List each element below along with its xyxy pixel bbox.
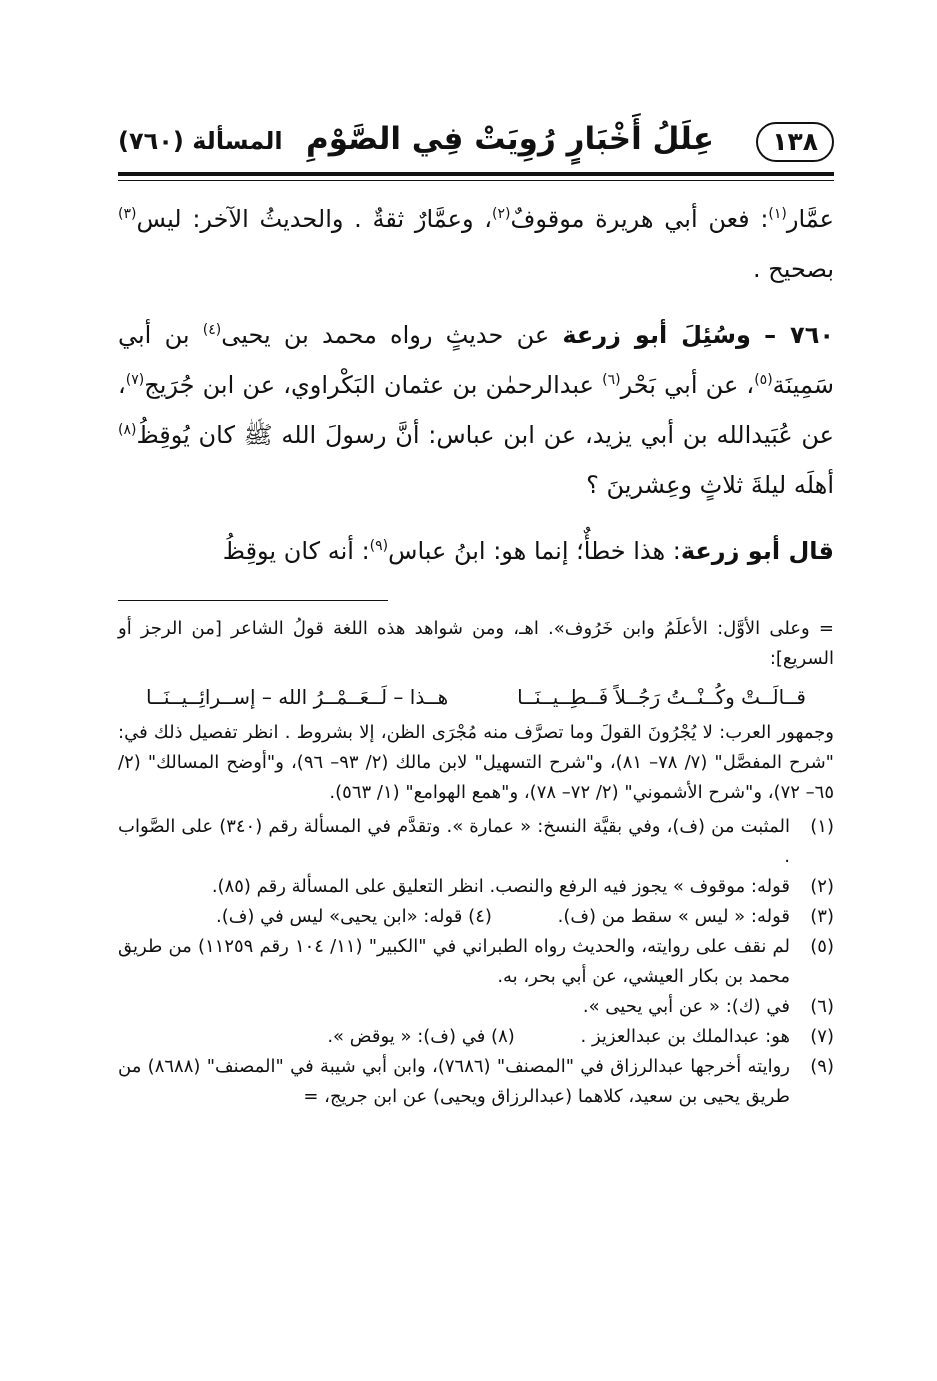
footnote-ref-7: (٧) xyxy=(125,372,145,388)
footnote-marker: (٦) xyxy=(810,996,834,1017)
footnote-marker: (٧) xyxy=(810,1026,834,1047)
question-text-b: بن أبي سَمِينَة xyxy=(118,321,834,399)
intro-text-a: عمَّار xyxy=(786,205,834,233)
question-number: ٧٦٠ – xyxy=(764,321,834,349)
book-title: عِلَلُ أَخْبَارٍ رُوِيَتْ فِي الصَّوْمِ xyxy=(306,121,714,157)
answer-text-b: : أنه كان يوقِظُ xyxy=(222,537,370,565)
footnote-5 xyxy=(118,932,834,992)
verse-hemistich-left: هــذا – لَــعَــمْــرُ الله – إســرائِــيــنَــا xyxy=(146,685,449,709)
page-number: ١٣٨ xyxy=(756,122,834,162)
footnote-marker: (٣) xyxy=(810,906,834,927)
footnote-7-8 xyxy=(118,1022,834,1052)
footnote-text: في (ك): « عن أبي يحيى ». xyxy=(582,996,790,1017)
verse-hemistich-right: قــالَــتْ وكُــنْــتُ رَجُــلاً فَــطِــيــنَــا xyxy=(517,685,806,709)
intro-text-b: : فعن أبي هريرة موقوفٌ xyxy=(510,205,769,233)
poetry-verse xyxy=(118,682,834,712)
footnote-ref-2: (٢) xyxy=(492,206,511,222)
footnote-marker: (٩) xyxy=(810,1056,834,1077)
footnote-marker: (٥) xyxy=(810,936,834,957)
footnote-6 xyxy=(118,992,834,1022)
footnote-4-text: قوله: «ابن يحيى» ليس في (ف). xyxy=(216,906,463,927)
question-text-d: عبدالرحمٰن بن عثمان البَكْراوي، عن ابن جُرَيج xyxy=(144,371,603,399)
footnote-marker: (٢) xyxy=(810,876,834,897)
footnote-ref-5: (٥) xyxy=(754,372,773,388)
footnote-ref-3: (٣) xyxy=(118,206,137,222)
answer-lead: قال أبو زرعة xyxy=(680,537,834,565)
footnote-3-4 xyxy=(118,902,834,932)
footnote-3-text: قوله: « ليس » سقط من (ف). xyxy=(557,906,790,927)
footnote-separator xyxy=(118,600,388,601)
footnote-marker: (٤) xyxy=(468,906,492,927)
header-rule-thick xyxy=(118,172,834,176)
footnote-text: المثبت من (ف)، وفي بقيَّة النسخ: « عمارة ». وتقدَّم في المسألة رقم (٣٤٠) على الصَّواب . xyxy=(118,816,790,867)
answer-paragraph xyxy=(118,526,834,576)
footnote-list xyxy=(118,812,834,1112)
footnote-4 xyxy=(216,902,492,932)
footnote-ref-4: (٤) xyxy=(202,322,222,338)
main-text xyxy=(118,194,834,576)
question-lead: وسُئِلَ أبو زرعة xyxy=(562,321,751,349)
footnote-text: لم نقف على روايته، والحديث رواه الطبراني في "الكبير" (١١/ ١٠٤ رقم ١١٢٥٩) من طريق محمد بن بكار العيشي، عن أبي بحر، به. xyxy=(118,936,790,987)
footnote-1 xyxy=(118,812,834,872)
question-text-e: ، عن عُبَيدالله بن أبي يزيد، عن ابن عباس: أنَّ رسولَ الله ﷺ كان يُوقِظُ xyxy=(118,371,834,449)
footnote-continuation-2: وجمهور العرب: لا يُجْرُونَ القولَ وما تصرَّف منه مُجْرَى الظن، إلا بشروط . انظر تفصيل ذلك في: "شرح المفصَّل" (٧/ ٧٨– ٨١)، و"شرح التسهيل" لابن مالك (٢/ ٩٣– ٩٦)، و"أوضح المسالك" (٢/ ٦٥– ٧٢)، و"شرح الأشموني" (٢/ ٧٢– ٧٨)، و"همع الهوامع" (١/ ٥٦٣). xyxy=(118,722,834,803)
footnote-continuation: = وعلى الأوَّل: الأعلَمُ وابن خَرُوف». اهـ، ومن شواهد هذه اللغة قولُ الشاعر [من الرجز أو السريع]: xyxy=(118,618,834,669)
question-paragraph xyxy=(118,310,834,510)
intro-text-d: بصحيح . xyxy=(753,255,834,283)
question-text-f: أهلَه ليلةَ ثلاثٍ وعِشرينَ ؟ xyxy=(586,471,834,499)
intro-paragraph xyxy=(118,194,834,294)
footnote-marker: (٨) xyxy=(491,1026,515,1047)
answer-text-a: : هذا خطأٌ؛ إنما هو: ابنُ عباس xyxy=(388,537,681,565)
footnote-text xyxy=(118,902,790,932)
footnote-7-text: هو: عبدالملك بن عبدالعزيز . xyxy=(580,1026,790,1047)
footnote-ref-9: (٩) xyxy=(369,538,389,554)
footnote-text: قوله: موقوف » يجوز فيه الرفع والنصب. انظر التعليق على المسألة رقم (٨٥). xyxy=(211,876,790,897)
footnote-text: روايته أخرجها عبدالرزاق في "المصنف" (٧٦٨٦)، وابن أبي شيبة في "المصنف" (٨٦٨٨) من طريق يحيى بن سعيد، كلاهما (عبدالرزاق ويحيى) عن ابن جريج، = xyxy=(118,1056,790,1107)
question-text-a: عن حديثٍ رواه محمد بن يحيى xyxy=(221,321,563,349)
question-text-c: ، عن أبي بَحْر xyxy=(620,371,755,399)
intro-text-c: ، وعمَّارٌ ثقةٌ . والحديثُ الآخر: ليس xyxy=(136,205,492,233)
footnote-8 xyxy=(327,1022,514,1052)
issue-label: المسألة (٧٦٠) xyxy=(118,127,283,155)
header-rule-thin xyxy=(118,180,834,181)
footnote-text xyxy=(118,1022,790,1052)
footnotes xyxy=(118,614,834,1112)
footnote-8-text: في (ف): « يوقض ». xyxy=(327,1026,486,1047)
footnote-ref-8: (٨) xyxy=(118,422,137,438)
footnote-marker: (١) xyxy=(810,816,834,837)
footnote-ref-6: (٦) xyxy=(602,372,621,388)
footnote-9 xyxy=(118,1052,834,1112)
footnote-2 xyxy=(118,872,834,902)
footnote-ref-1: (١) xyxy=(768,206,787,222)
running-header xyxy=(118,118,834,168)
